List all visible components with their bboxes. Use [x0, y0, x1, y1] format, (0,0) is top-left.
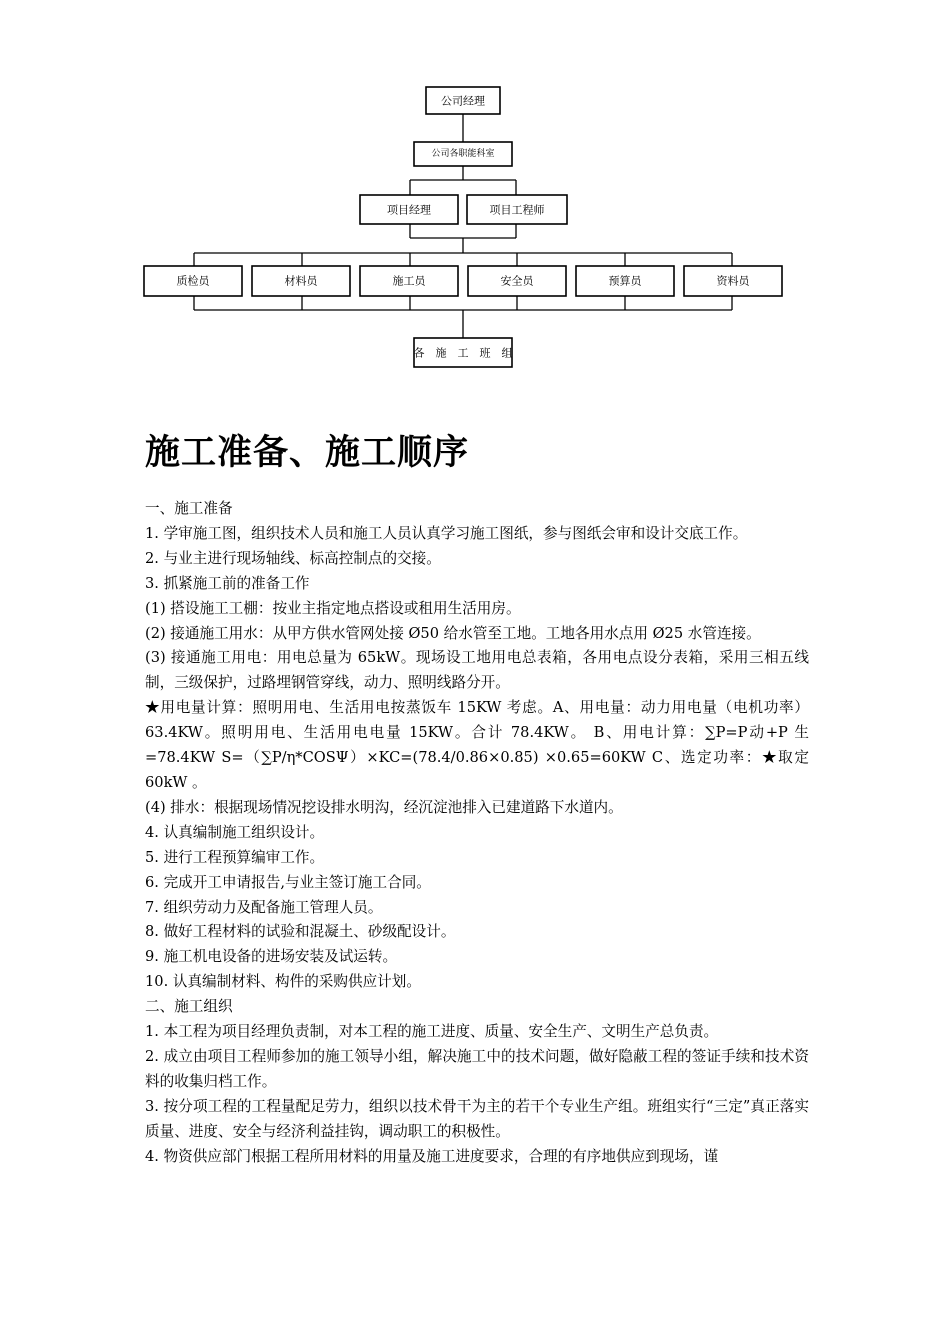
paragraph: 3. 按分项工程的工程量配足劳力，组织以技术骨干为主的若干个专业生产组。班组实行“三定”真正落实质量、进度、安全与经济利益挂钩，调动职工的积极性。 — [145, 1097, 809, 1140]
paragraph: 8. 做好工程材料的试验和混凝土、砂级配设计。 — [145, 923, 456, 941]
paragraph: (4) 排水：根据现场情况挖设排水明沟，经沉淀池排入已建道路下水道内。 — [145, 798, 623, 816]
paragraph: ★用电量计算：照明用电、生活用电按蒸饭车 15KW 考虑。A、用电量：动力用电量（电机功率）63.4KW。照明用电、生活用电电量 15KW。合计 78.4KW。 B、用电计算：∑P=P动+P 生=78.4KW S=（∑P/η*COSΨ）×KC=(78.4/0.86×0.85) ×0.65=60KW C、选定功率：★取定 60kW 。 — [145, 699, 809, 791]
paragraph: 1. 本工程为项目经理负责制，对本工程的施工进度、质量、安全生产、文明生产总负责。 — [145, 1023, 719, 1041]
staff-label: 质检员 — [176, 274, 210, 288]
paragraph: 6. 完成开工申请报告,与业主签订施工合同。 — [145, 873, 431, 891]
paragraph: (2) 接通施工用水：从甲方供水管网处接 Ø50 给水管至工地。工地各用水点用 Ø25 水管连接。 — [145, 624, 761, 642]
project-engineer-label: 项目工程师 — [489, 203, 545, 217]
staff-label: 预算员 — [608, 274, 642, 288]
paragraph: 4. 物资供应部门根据工程所用材料的用量及施工进度要求，合理的有序地供应到现场，谨 — [145, 1147, 719, 1165]
org-chart — [0, 0, 950, 400]
paragraph: 9. 施工机电设备的进场安装及试运转。 — [145, 948, 398, 966]
paragraph: 2. 成立由项目工程师参加的施工领导小组，解决施工中的技术问题，做好隐蔽工程的签证手续和技术资料的收集归档工作。 — [145, 1047, 809, 1090]
project-manager-label: 项目经理 — [387, 203, 431, 217]
paragraph: (3) 接通施工用电：用电总量为 65kW。现场设工地用电总表箱，各用电点设分表箱，采用三相五线制，三级保护，过路埋钢管穿线，动力、照明线路分开。 — [145, 649, 809, 692]
paragraph: 2. 与业主进行现场轴线、标高控制点的交接。 — [145, 549, 441, 567]
paragraph: 3. 抓紧施工前的准备工作 — [145, 574, 310, 592]
staff-label: 资料员 — [716, 274, 750, 288]
paragraph: 一、施工准备 — [145, 500, 233, 517]
paragraph: 10. 认真编制材料、构件的采购供应计划。 — [145, 973, 421, 991]
staff-label: 材料员 — [284, 274, 318, 288]
departments-label: 公司各职能科室 — [431, 149, 495, 159]
teams-label: 各 施 工 班 组 — [413, 346, 513, 360]
paragraph: 5. 进行工程预算编审工作。 — [145, 848, 325, 866]
paragraph: 4. 认真编制施工组织设计。 — [145, 823, 325, 841]
paragraph: 1. 学审施工图，组织技术人员和施工人员认真学习施工图纸，参与图纸会审和设计交底工作。 — [145, 524, 748, 542]
section-heading: 施工准备、施工顺序 — [145, 432, 470, 473]
staff-label: 施工员 — [392, 274, 426, 288]
paragraph: 二、施工组织 — [145, 998, 233, 1016]
paragraph: 7. 组织劳动力及配备施工管理人员。 — [145, 898, 383, 916]
staff-label: 安全员 — [500, 274, 534, 288]
body-text — [145, 497, 809, 1169]
manager-label: 公司经理 — [441, 94, 485, 108]
paragraph: (1) 搭设施工工棚：按业主指定地点搭设或租用生活用房。 — [145, 599, 521, 617]
